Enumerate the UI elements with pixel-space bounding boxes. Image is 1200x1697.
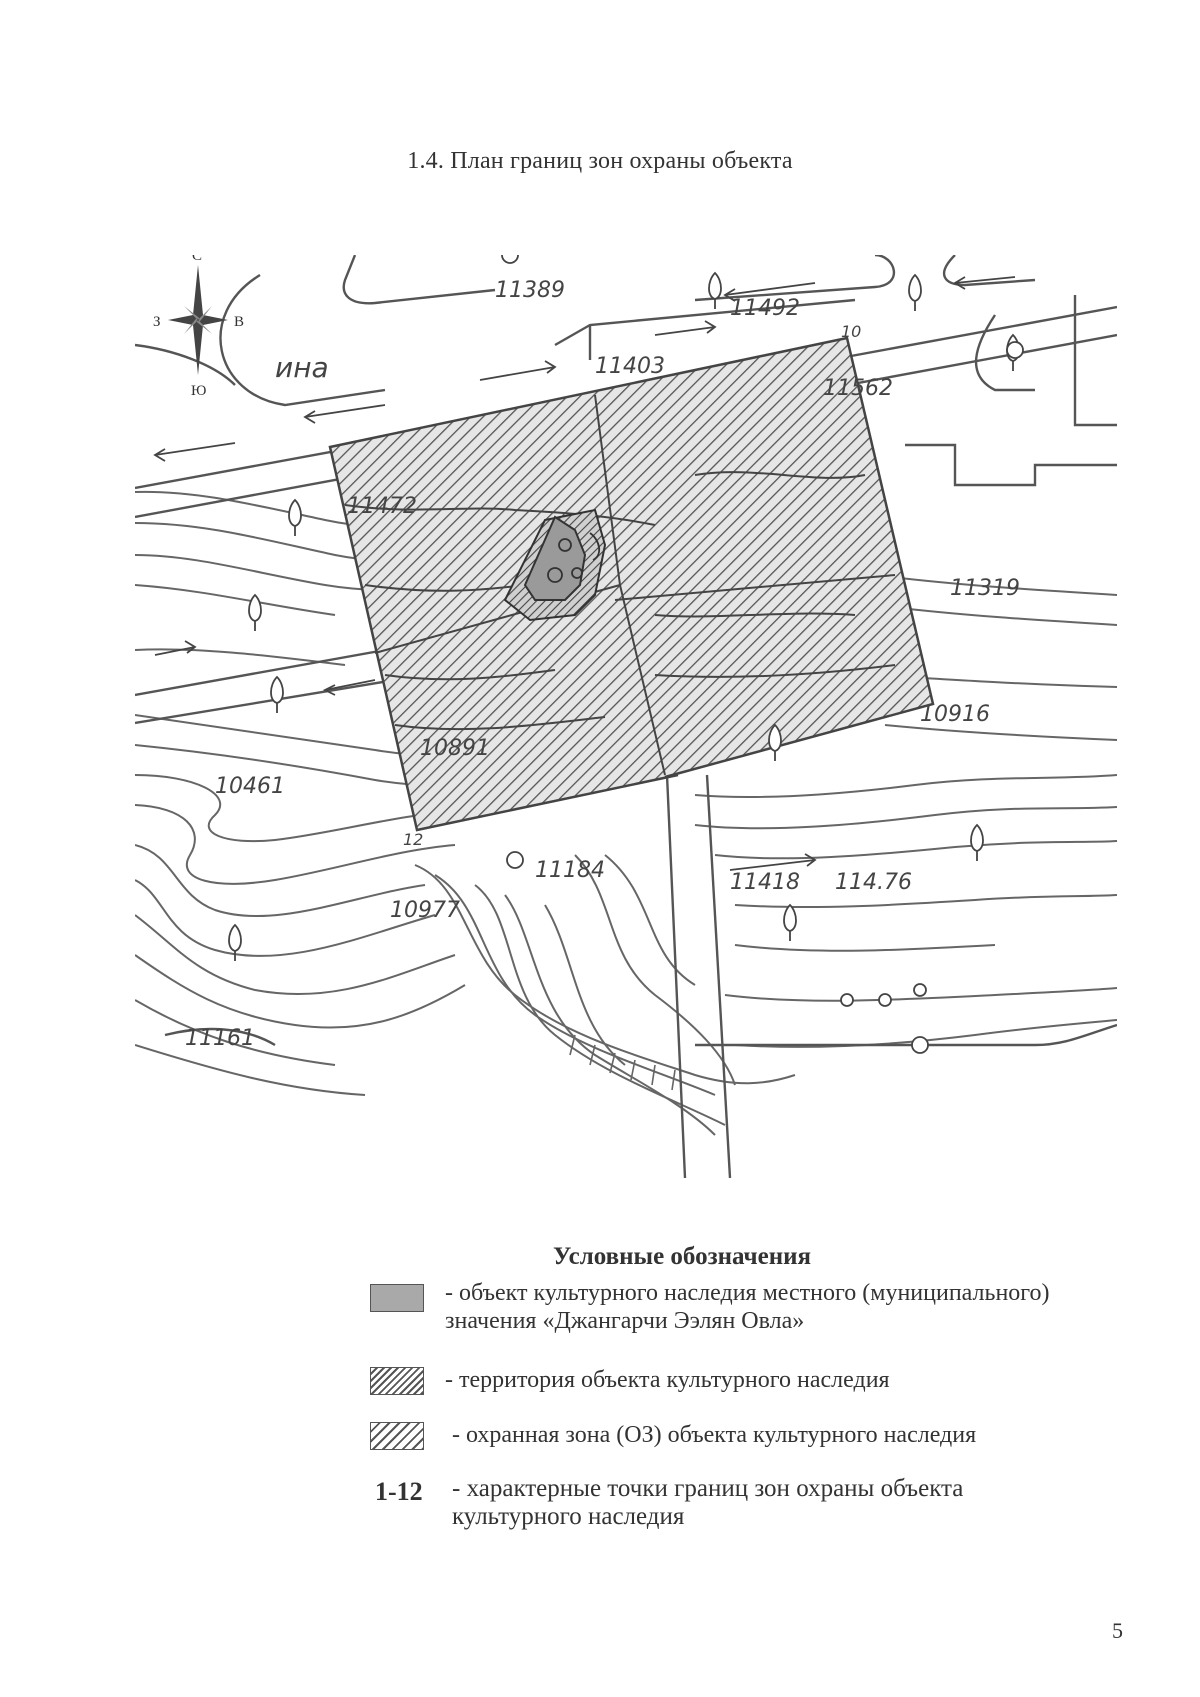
elevation-label: 11389 <box>495 278 565 303</box>
legend-points-code: 1-12 <box>375 1477 423 1506</box>
compass-south: Ю <box>191 383 207 399</box>
elevation-label: 10461 <box>215 774 285 799</box>
compass-west: З <box>153 314 161 330</box>
elevation-label: 11492 <box>730 296 800 321</box>
legend-title: Условные обозначения <box>553 1243 812 1270</box>
page-number: 5 <box>1112 1618 1123 1643</box>
elevation-label: 11418 <box>730 870 800 895</box>
elevation-label: 11403 <box>595 354 665 379</box>
elevation-label: 11161 <box>185 1026 255 1051</box>
legend-object-text: - объект культурного наследия местного (муниципального) значения «Джангарчи Ээлян Овла» <box>445 1280 1050 1334</box>
legend-zone-text: - охранная зона (ОЗ) объекта культурного наследия <box>452 1422 977 1448</box>
elevation-label: 10916 <box>920 702 990 727</box>
legend-zone-swatch <box>370 1422 424 1450</box>
elevation-label: 10891 <box>420 736 490 761</box>
street-label: ина <box>275 351 329 384</box>
elevation-label: 114.76 <box>835 870 912 895</box>
legend-territory-text: - территория объекта культурного наследия <box>445 1367 890 1393</box>
elevation-label: 10977 <box>390 898 460 923</box>
elevation-label: 11562 <box>823 376 893 401</box>
compass-rose <box>153 255 244 399</box>
point-number: 10 <box>841 322 862 341</box>
page-title: 1.4. План границ зон охраны объекта <box>407 148 793 174</box>
boundary-map <box>135 255 1117 1178</box>
compass-east: В <box>234 314 245 330</box>
elevation-label: 11472 <box>347 494 417 519</box>
point-number: 12 <box>403 830 424 849</box>
elevation-label: 11184 <box>535 858 605 883</box>
legend-territory-swatch <box>370 1367 424 1395</box>
elevation-label: 11319 <box>950 576 1020 601</box>
compass-north: С <box>192 255 203 264</box>
legend-points-text: - характерные точки границ зон охраны объекта культурного наследия <box>452 1475 964 1530</box>
legend-object-swatch <box>370 1284 424 1312</box>
